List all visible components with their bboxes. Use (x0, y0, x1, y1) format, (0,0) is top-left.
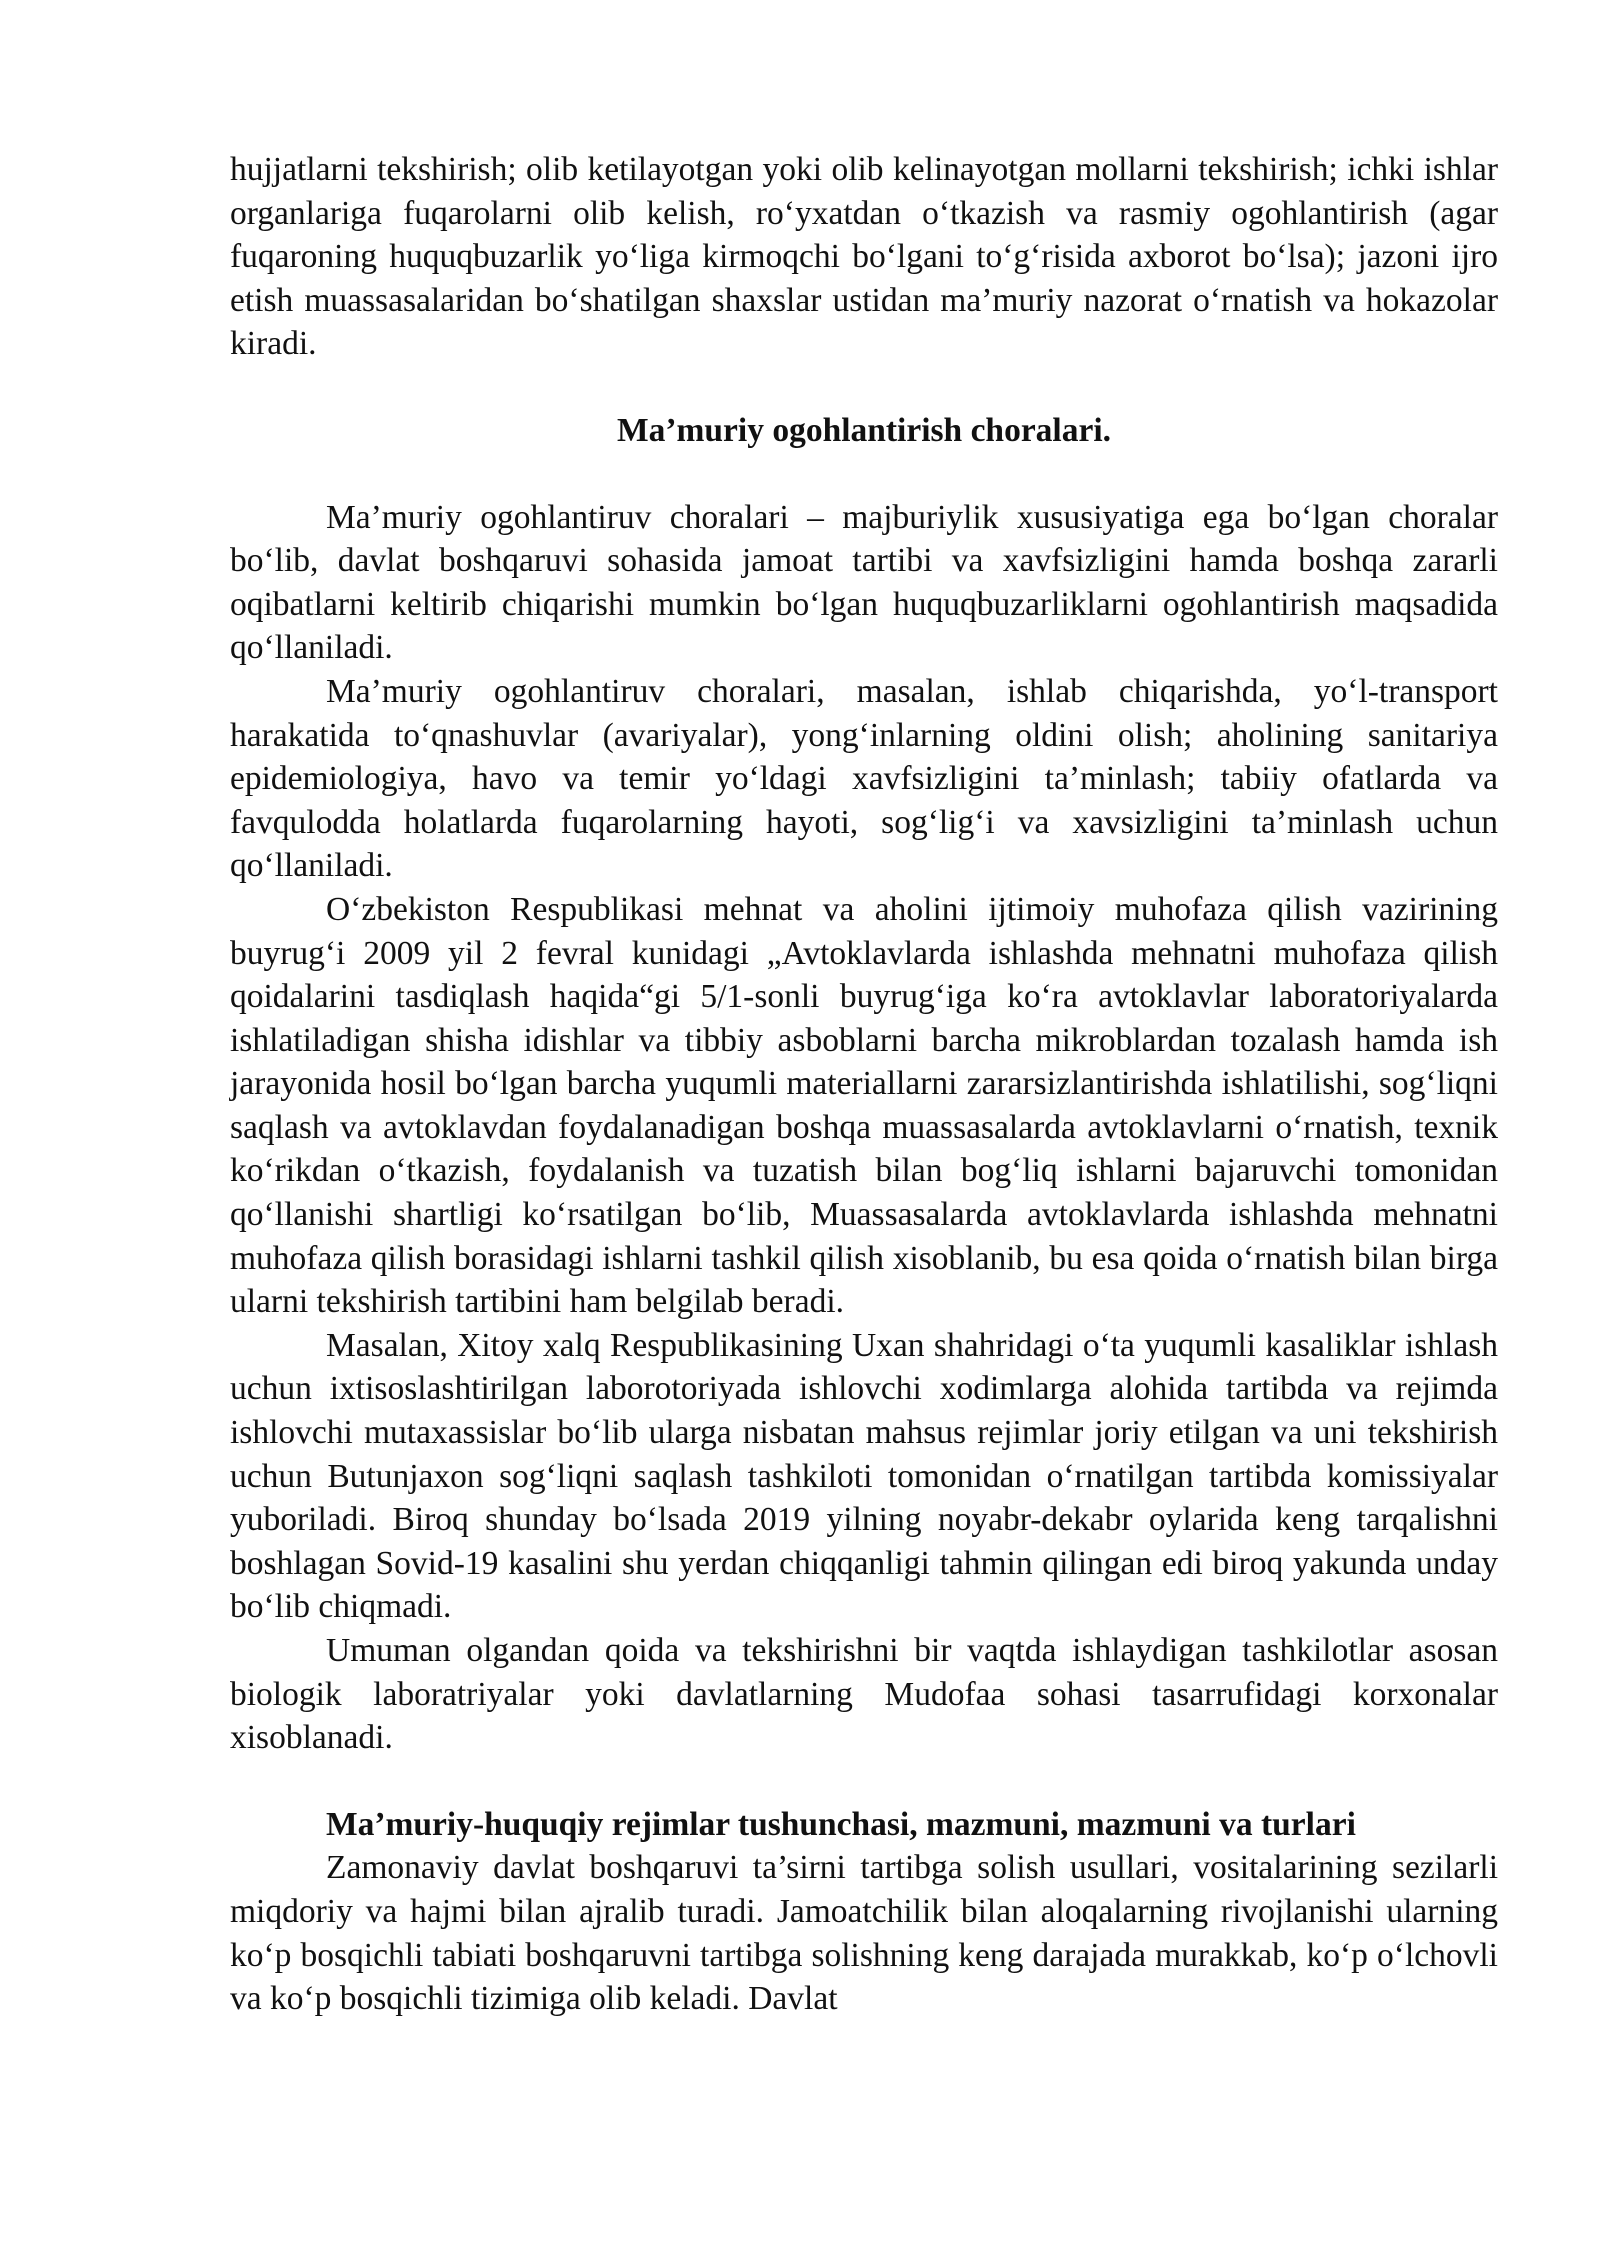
section-heading-administrative-warning: Ma’muriy ogohlantirish choralari. (616, 411, 1112, 449)
paragraph-5: Umuman olgandan qoida va tekshirishni bir vaqtda ishlaydigan tashkilotlar asosan biologik laboratriyalar yoki davlatlarning Mudofaa sohasi tasarrufidagi korxonalar xisoblanadi. (230, 1632, 1498, 1757)
paragraph-1: Ma’muriy ogohlantiruv choralari – majburiylik xususiyatiga ega bo‘lgan choralar bo‘lib, davlat boshqaruvi sohasida jamoat tartibi va xavfsizligini hamda boshqa zararli oqibatlarni keltirib chiqarishi mumkin bo‘lgan huquqbuzarliklarni ogohlantirish maqsadida qo‘llaniladi. (230, 498, 1498, 667)
paragraph-4: Masalan, Xitoy xalq Respublikasining Uxan shahridagi o‘ta yuqumli kasaliklar ishlash uchun ixtisoslashtirilgan laborotoriyada ishlovchi xodimlarga alohida tartibda va rejimda ishlovchi mutaxassislar bo‘lib ularga nisbatan mahsus rejimlar joriy etilgan va uni tekshirish uchun Butunjaxon sog‘liqni saqlash tashkiloti tomonidan o‘rnatilgan tartibda komissiyalar yuboriladi. Biroq shunday bo‘lsada 2019 yilning noyabr-dekabr oylarida keng tarqalishni boshlagan Sovid-19 kasalini shu yerdan chiqqanligi tahmin qilingan edi biroq yakunda unday bo‘lib chiqmadi. (230, 1326, 1498, 1626)
paragraph-2: Ma’muriy ogohlantiruv choralari, masalan, ishlab chiqarishda, yo‘l-transport harakatida to‘qnashuvlar (avariyalar), yong‘inlarning oldini olish; aholining sanitariya epidemiologiya, havo va temir yo‘ldagi xavfsizligini ta’minlash; tabiiy ofatlarda va favqulodda holatlarda fuqarolarning hayoti, sog‘lig‘i va xavsizligini ta’minlash uchun qo‘llaniladi. (230, 672, 1498, 885)
paragraph-3: O‘zbekiston Respublikasi mehnat va aholini ijtimoiy muhofaza qilish vazirining buyrug‘i 2009 yil 2 fevral kunidagi „Avtoklavlarda ishlashda mehnatni muhofaza qilish qoidalarini tasdiqlash haqida“gi 5/1-sonli buyrug‘iga ko‘ra avtoklavlar laboratoriyalarda ishlatiladigan shisha idishlar va tibbiy asboblarni barcha mikroblardan tozalash hamda ish jarayonida hosil bo‘lgan barcha yuqumli materiallarni zararsizlantirishda ishlatilishi, sog‘liqni saqlash va avtoklavdan foydalanadigan boshqa muassasalarda avtoklavlarni o‘rnatish, texnik ko‘rikdan o‘tkazish, foydalanish va tuzatish bilan bog‘liq ishlarni bajaruvchi tomonidan qo‘llanishi shartligi ko‘rsatilgan bo‘lib, Muassasalarda avtoklavlarda ishlashda mehnatni muhofaza qilish borasidagi ishlarni tashkil qilish xisoblanib, bu esa qoida o‘rnatish bilan birga ularni tekshirish tartibini ham belgilab beradi. (230, 890, 1498, 1321)
document-page (230, 148, 1498, 2021)
intro-paragraph: hujjatlarni tekshirish; olib ketilayotgan yoki olib kelinayotgan mollarni tekshirish; ichki ishlar organlariga fuqarolarni olib kelish, ro‘yxatdan o‘tkazish va rasmiy ogohlantirish (agar fuqaroning huquqbuzarlik yo‘liga kirmoqchi bo‘lgani to‘g‘risida axborot bo‘lsa); jazoni ijro etish muassasalaridan bo‘shatilgan shaxslar ustidan ma’muriy nazorat o‘rnatish va hokazolar kiradi. (230, 151, 1498, 363)
final-paragraph: Zamonaviy davlat boshqaruvi ta’sirni tartibga solish usullari, vositalarining sezilarli miqdoriy va hajmi bilan ajralib turadi. Jamoatchilik bilan aloqalarning rivojlanishi ularning ko‘p bosqichli tabiati boshqaruvni tartibga solishning keng darajada murakkab, ko‘p o‘lchovli va ko‘p bosqichli tizimiga olib keladi. Davlat (230, 1849, 1498, 2018)
section-heading-legal-regimes: Ma’muriy-huquqiy rejimlar tushunchasi, mazmuni, mazmuni va turlari (326, 1805, 1356, 1843)
